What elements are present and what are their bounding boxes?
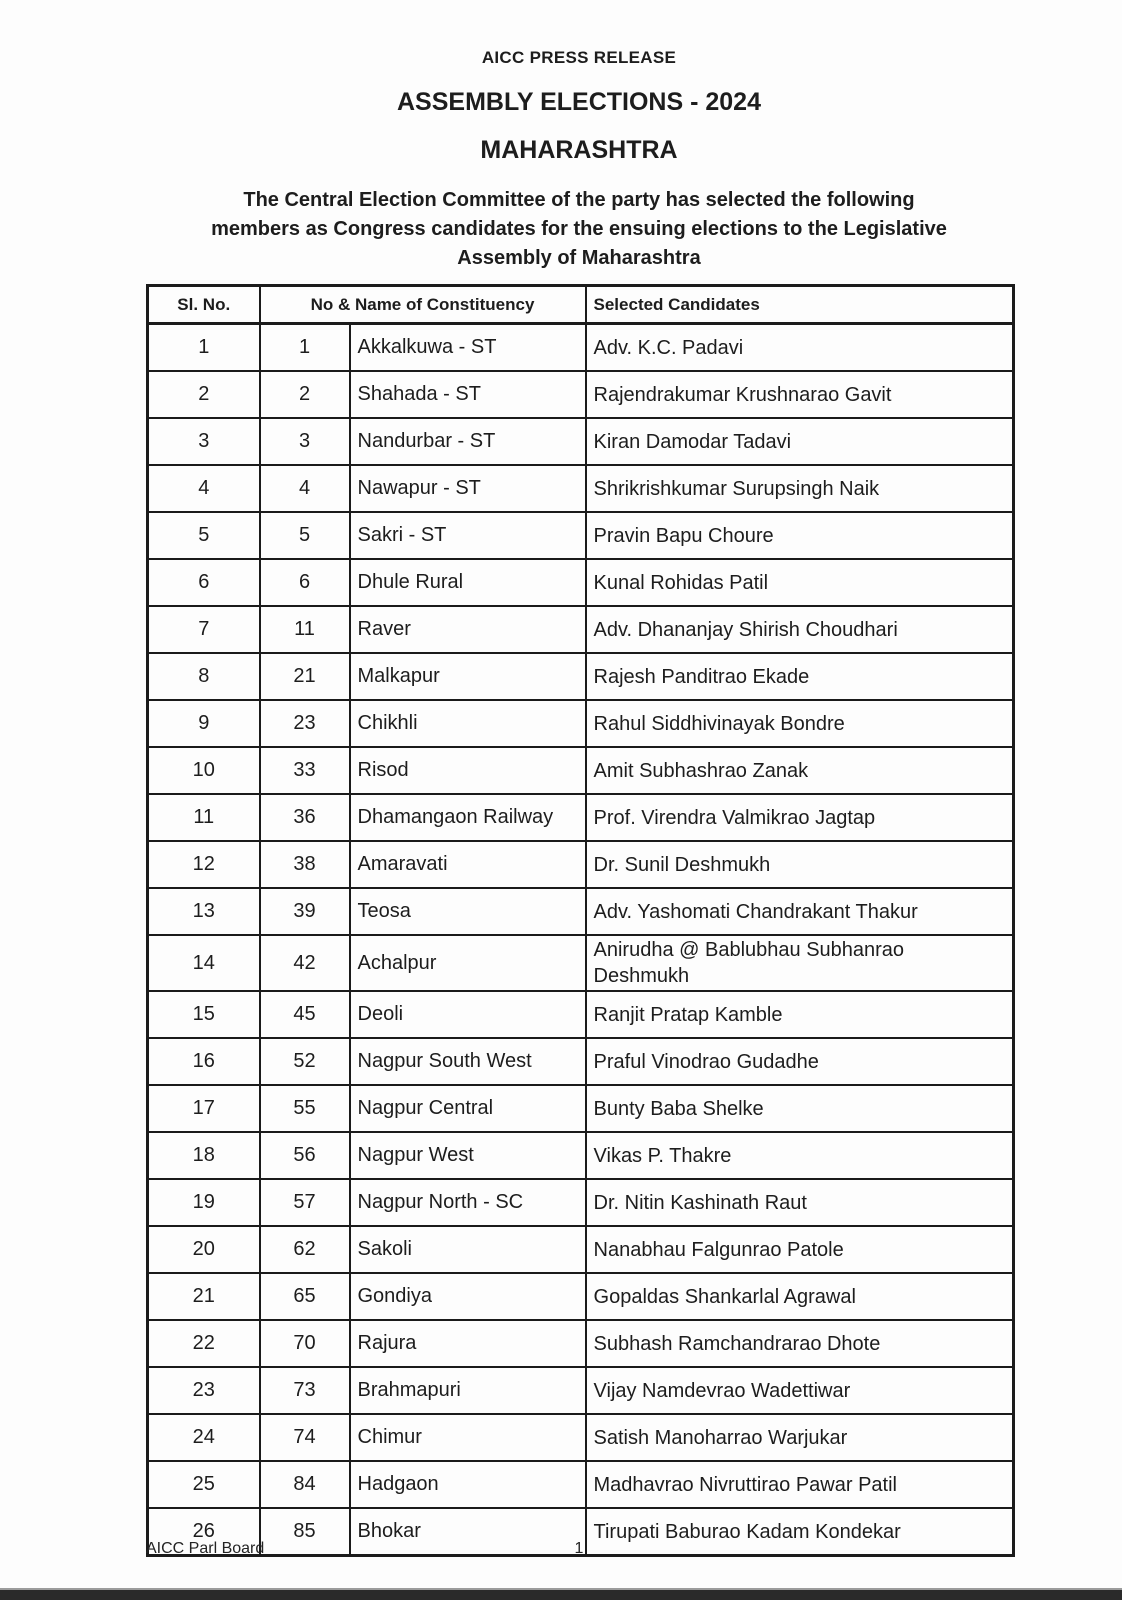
table-row <box>148 606 1014 653</box>
constituency-no-cell: 6 <box>260 559 350 606</box>
constituency-name-cell: Nawapur - ST <box>350 465 586 512</box>
table-row <box>148 1461 1014 1508</box>
candidate-name-cell: Shrikrishkumar Surupsingh Naik <box>586 465 1014 512</box>
constituency-name-cell: Chimur <box>350 1414 586 1461</box>
header-selected-candidates: Selected Candidates <box>586 286 1014 324</box>
document-subtitle: MAHARASHTRA <box>480 136 678 164</box>
candidate-name-cell: Kunal Rohidas Patil <box>586 559 1014 606</box>
press-release-kicker: AICC PRESS RELEASE <box>481 48 677 67</box>
intro-line-1: The Central Election Committee of the party has selected the following <box>243 189 915 211</box>
candidate-name-cell: Ranjit Pratap Kamble <box>586 991 1014 1038</box>
sl-no-cell: 8 <box>148 653 260 700</box>
constituency-no-cell: 70 <box>260 1320 350 1367</box>
candidate-name-cell: Kiran Damodar Tadavi <box>586 418 1014 465</box>
sl-no-cell: 10 <box>148 747 260 794</box>
constituency-no-cell: 55 <box>260 1085 350 1132</box>
constituency-name-cell: Deoli <box>350 991 586 1038</box>
sl-no-cell: 16 <box>148 1038 260 1085</box>
constituency-name-cell: Gondiya <box>350 1273 586 1320</box>
sl-no-cell: 24 <box>148 1414 260 1461</box>
candidates-table <box>146 284 1015 1557</box>
constituency-no-cell: 73 <box>260 1367 350 1414</box>
candidate-name-cell: Dr. Sunil Deshmukh <box>586 841 1014 888</box>
constituency-name-cell: Hadgaon <box>350 1461 586 1508</box>
header-constituency: No & Name of Constituency <box>260 286 586 324</box>
candidate-name-cell: Bunty Baba Shelke <box>586 1085 1014 1132</box>
constituency-name-cell: Teosa <box>350 888 586 935</box>
constituency-name-cell: Akkalkuwa - ST <box>350 324 586 372</box>
table-row <box>148 418 1014 465</box>
candidates-table-body <box>148 324 1014 1556</box>
table-row <box>148 1179 1014 1226</box>
constituency-name-cell: Amaravati <box>350 841 586 888</box>
candidate-name-cell: Prof. Virendra Valmikrao Jagtap <box>586 794 1014 841</box>
constituency-no-cell: 74 <box>260 1414 350 1461</box>
sl-no-cell: 13 <box>148 888 260 935</box>
constituency-name-cell: Nandurbar - ST <box>350 418 586 465</box>
candidate-name-cell: Adv. K.C. Padavi <box>586 324 1014 372</box>
sl-no-cell: 7 <box>148 606 260 653</box>
table-row <box>148 1226 1014 1273</box>
intro-paragraph <box>146 186 1012 273</box>
table-row <box>148 512 1014 559</box>
constituency-no-cell: 3 <box>260 418 350 465</box>
constituency-no-cell: 62 <box>260 1226 350 1273</box>
constituency-no-cell: 42 <box>260 935 350 991</box>
constituency-no-cell: 84 <box>260 1461 350 1508</box>
constituency-no-cell: 5 <box>260 512 350 559</box>
constituency-no-cell: 11 <box>260 606 350 653</box>
constituency-name-cell: Malkapur <box>350 653 586 700</box>
constituency-name-cell: Sakri - ST <box>350 512 586 559</box>
sl-no-cell: 5 <box>148 512 260 559</box>
constituency-no-cell: 36 <box>260 794 350 841</box>
sl-no-cell: 17 <box>148 1085 260 1132</box>
table-row <box>148 1132 1014 1179</box>
candidate-name-cell: Vijay Namdevrao Wadettiwar <box>586 1367 1014 1414</box>
table-row <box>148 653 1014 700</box>
table-row <box>148 1367 1014 1414</box>
table-row <box>148 935 1014 991</box>
constituency-no-cell: 38 <box>260 841 350 888</box>
constituency-no-cell: 39 <box>260 888 350 935</box>
sl-no-cell: 15 <box>148 991 260 1038</box>
table-row <box>148 1320 1014 1367</box>
table-row <box>148 991 1014 1038</box>
candidate-name-cell: Gopaldas Shankarlal Agrawal <box>586 1273 1014 1320</box>
constituency-name-cell: Dhule Rural <box>350 559 586 606</box>
constituency-no-cell: 23 <box>260 700 350 747</box>
candidate-name-cell: Rajesh Panditrao Ekade <box>586 653 1014 700</box>
constituency-name-cell: Nagpur Central <box>350 1085 586 1132</box>
constituency-no-cell: 85 <box>260 1508 350 1556</box>
constituency-no-cell: 4 <box>260 465 350 512</box>
constituency-name-cell: Risod <box>350 747 586 794</box>
page-number: 1 <box>574 1540 584 1557</box>
sl-no-cell: 12 <box>148 841 260 888</box>
candidate-name-cell: Adv. Dhananjay Shirish Choudhari <box>586 606 1014 653</box>
table-row <box>148 371 1014 418</box>
constituency-name-cell: Nagpur South West <box>350 1038 586 1085</box>
sl-no-cell: 4 <box>148 465 260 512</box>
candidate-name-cell: Tirupati Baburao Kadam Kondekar <box>586 1508 1014 1556</box>
table-row <box>148 1273 1014 1320</box>
intro-line-3: Assembly of Maharashtra <box>457 247 701 269</box>
table-row <box>148 324 1014 372</box>
constituency-name-cell: Dhamangaon Railway <box>350 794 586 841</box>
candidate-name-cell: Subhash Ramchandrarao Dhote <box>586 1320 1014 1367</box>
sl-no-cell: 3 <box>148 418 260 465</box>
constituency-name-cell: Bhokar <box>350 1508 586 1556</box>
constituency-no-cell: 33 <box>260 747 350 794</box>
sl-no-cell: 20 <box>148 1226 260 1273</box>
candidate-name-cell: Madhavrao Nivruttirao Pawar Patil <box>586 1461 1014 1508</box>
constituency-name-cell: Nagpur West <box>350 1132 586 1179</box>
candidate-name-cell: Nanabhau Falgunrao Patole <box>586 1226 1014 1273</box>
sl-no-cell: 23 <box>148 1367 260 1414</box>
constituency-no-cell: 57 <box>260 1179 350 1226</box>
constituency-no-cell: 2 <box>260 371 350 418</box>
sl-no-cell: 21 <box>148 1273 260 1320</box>
table-row <box>148 1085 1014 1132</box>
constituency-no-cell: 52 <box>260 1038 350 1085</box>
candidate-name-cell: Satish Manoharrao Warjukar <box>586 1414 1014 1461</box>
sl-no-cell: 1 <box>148 324 260 372</box>
sl-no-cell: 19 <box>148 1179 260 1226</box>
candidate-name-cell: Praful Vinodrao Gudadhe <box>586 1038 1014 1085</box>
sl-no-cell: 9 <box>148 700 260 747</box>
sl-no-cell: 6 <box>148 559 260 606</box>
constituency-name-cell: Rajura <box>350 1320 586 1367</box>
candidate-name-cell: Amit Subhashrao Zanak <box>586 747 1014 794</box>
constituency-name-cell: Brahmapuri <box>350 1367 586 1414</box>
constituency-name-cell: Sakoli <box>350 1226 586 1273</box>
candidate-name-cell: Vikas P. Thakre <box>586 1132 1014 1179</box>
table-row <box>148 747 1014 794</box>
candidate-name-cell: Rahul Siddhivinayak Bondre <box>586 700 1014 747</box>
scan-bottom-edge <box>0 1588 1122 1600</box>
constituency-name-cell: Achalpur <box>350 935 586 991</box>
candidate-name-cell: Adv. Yashomati Chandrakant Thakur <box>586 888 1014 935</box>
sl-no-cell: 2 <box>148 371 260 418</box>
table-header-row <box>148 286 1014 324</box>
table-row <box>148 888 1014 935</box>
candidate-name-cell: Rajendrakumar Krushnarao Gavit <box>586 371 1014 418</box>
table-row <box>148 559 1014 606</box>
constituency-name-cell: Nagpur North - SC <box>350 1179 586 1226</box>
candidate-name-cell: Dr. Nitin Kashinath Raut <box>586 1179 1014 1226</box>
constituency-name-cell: Chikhli <box>350 700 586 747</box>
constituency-no-cell: 65 <box>260 1273 350 1320</box>
sl-no-cell: 22 <box>148 1320 260 1367</box>
table-row <box>148 794 1014 841</box>
sl-no-cell: 25 <box>148 1461 260 1508</box>
table-row <box>148 465 1014 512</box>
table-row <box>148 841 1014 888</box>
intro-line-2: members as Congress candidates for the ensuing elections to the Legislative <box>211 218 947 240</box>
page-footer <box>146 1540 1012 1558</box>
constituency-name-cell: Raver <box>350 606 586 653</box>
sl-no-cell: 26 <box>148 1508 260 1556</box>
footer-left-text: AICC Parl Board <box>146 1540 265 1557</box>
candidate-name-cell: Anirudha @ Bablubhau Subhanrao Deshmukh <box>586 935 1014 991</box>
table-row <box>148 1414 1014 1461</box>
document-title: ASSEMBLY ELECTIONS - 2024 <box>396 88 761 116</box>
candidate-name-cell: Pravin Bapu Choure <box>586 512 1014 559</box>
header-sl-no: Sl. No. <box>148 286 260 324</box>
constituency-no-cell: 56 <box>260 1132 350 1179</box>
sl-no-cell: 18 <box>148 1132 260 1179</box>
sl-no-cell: 14 <box>148 935 260 991</box>
constituency-no-cell: 45 <box>260 991 350 1038</box>
constituency-name-cell: Shahada - ST <box>350 371 586 418</box>
constituency-no-cell: 21 <box>260 653 350 700</box>
table-row <box>148 700 1014 747</box>
constituency-no-cell: 1 <box>260 324 350 372</box>
table-row <box>148 1038 1014 1085</box>
sl-no-cell: 11 <box>148 794 260 841</box>
